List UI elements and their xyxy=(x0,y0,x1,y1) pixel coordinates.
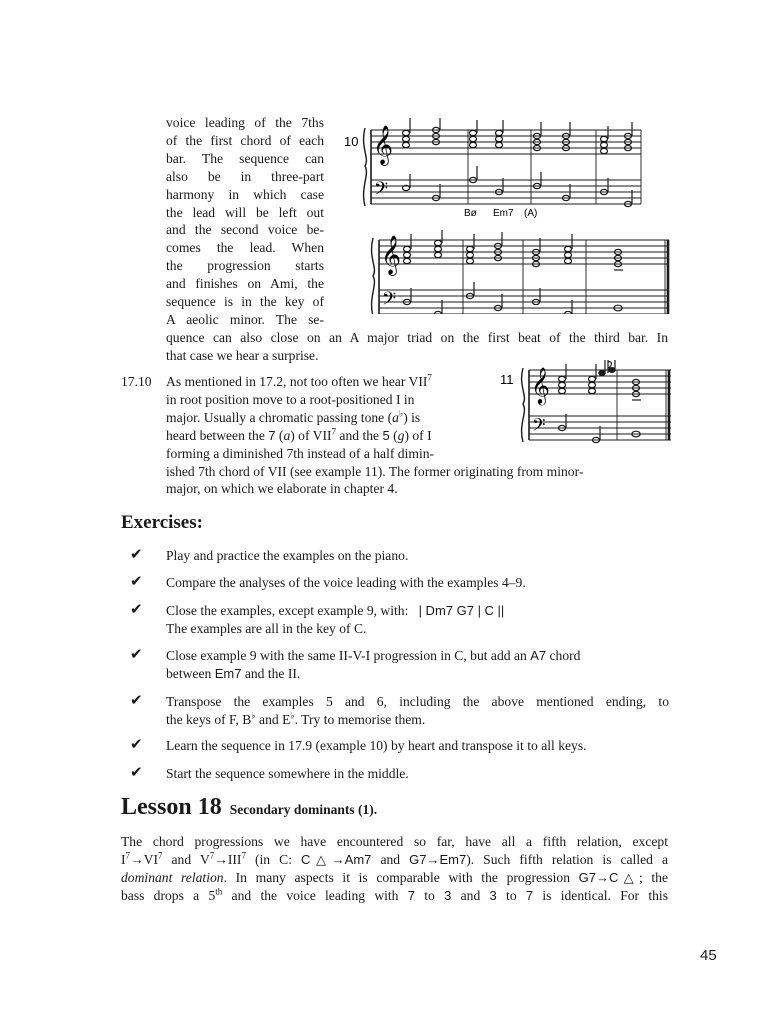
text-span: . Try to memorise them. xyxy=(294,711,426,727)
text-span: and xyxy=(451,887,490,903)
degree-number: 7 xyxy=(268,427,276,443)
checkmark-icon: ✔ xyxy=(130,647,143,663)
degree-number: 7 xyxy=(407,887,415,903)
example-11-notes xyxy=(559,360,642,443)
intro-line: sequence is in the key of xyxy=(166,294,324,310)
text-span: and V xyxy=(162,851,210,867)
text-span: . In many aspects it is comparable with the progression xyxy=(223,869,579,885)
example-10-number: 10 xyxy=(344,134,359,149)
text-line xyxy=(166,665,669,683)
lesson-heading xyxy=(121,794,377,821)
text-line xyxy=(166,427,488,445)
text-span: and E xyxy=(255,711,291,727)
exercise-text: Play and practice the examples on the piano. xyxy=(166,548,409,563)
checkmark-icon: ✔ xyxy=(130,602,143,618)
text-span: ) is xyxy=(403,409,421,425)
checkmark-icon: ✔ xyxy=(130,547,143,563)
text-line: ished 7th chord of VII (see example 11). The former originating from minor- xyxy=(166,463,584,479)
chord-progression: G7→Em7 xyxy=(409,851,467,867)
text-span: As mentioned in 17.2, not too often we hear VII xyxy=(166,374,428,389)
text-span: the keys of F, B xyxy=(166,711,252,727)
flat-sign: ♭ xyxy=(290,710,295,721)
text-span: Close example 9 with the same II-V-I progression in C, but add an xyxy=(166,648,531,663)
text-line: The examples are all in the key of C. xyxy=(166,620,367,636)
checkmark-icon: ✔ xyxy=(130,737,143,753)
text-span: (in C: xyxy=(245,851,302,867)
flat-sign: ♭ xyxy=(251,710,256,721)
intro-line: A aeolic minor. The se- xyxy=(166,311,324,327)
chord-symbol: A7 xyxy=(530,648,547,663)
checkmark-icon: ✔ xyxy=(130,693,143,709)
text-span: and xyxy=(371,851,410,867)
intro-line: the lead will be left out xyxy=(166,204,324,220)
text-span: and the II. xyxy=(241,665,301,681)
text-line: in root position move to a root-positioned I in xyxy=(166,391,415,407)
intro-paragraph xyxy=(166,114,324,329)
exercise-text: Learn the sequence in 17.9 (example 10) by heart and transpose it to all keys. xyxy=(166,738,587,753)
section-17-10-number: 17.10 xyxy=(121,374,152,389)
text-line xyxy=(166,647,669,665)
chord-label-b-half-dim: Bø xyxy=(464,208,477,219)
exercises-heading: Exercises: xyxy=(121,512,203,533)
chord-symbol: Em7 xyxy=(214,665,242,681)
chord-progression: C△→Am7 xyxy=(301,851,372,867)
example-10-score xyxy=(340,118,672,314)
text-span: to xyxy=(496,887,526,903)
intro-line: comes the lead. When xyxy=(166,240,324,256)
text-line: major, on which we elaborate in chapter 4. xyxy=(166,481,398,497)
text-span: major. Usually a chromatic passing tone ( xyxy=(166,409,393,425)
page-number: 45 xyxy=(700,947,717,964)
flat-sign: ♭ xyxy=(398,408,404,419)
lesson-paragraph xyxy=(121,833,668,905)
superscript: 7 xyxy=(241,850,246,861)
text-span: ). Such fifth relation is called a xyxy=(466,851,669,867)
text-span: ( xyxy=(389,427,398,443)
exercise-text: Start the sequence somewhere in the middle. xyxy=(166,766,409,781)
bass-clef-icon: 𝄢 xyxy=(374,179,389,204)
intro-line: and finishes on Ami, the xyxy=(166,276,324,292)
superscript: th xyxy=(215,886,223,897)
intro-line: voice leading of the 7ths xyxy=(166,115,324,130)
text-line xyxy=(166,373,488,391)
intro-line: bar. The sequence can xyxy=(166,150,324,166)
treble-clef-icon: 𝄞 xyxy=(381,235,402,275)
text-span: Close the examples, except example 9, with: xyxy=(166,603,409,618)
intro-line: and the second voice be- xyxy=(166,222,324,238)
text-line: Transpose the examples 5 and 6, including the above mentioned ending, to xyxy=(166,694,669,709)
exercise-text: Compare the analyses of the voice leading with the examples 4–9. xyxy=(166,575,526,590)
text-line: forming a diminished 7th instead of a half dimin- xyxy=(166,445,435,461)
intro-line: harmony in which case xyxy=(166,186,324,202)
checkmark-icon: ✔ xyxy=(130,765,143,781)
superscript: 7 xyxy=(209,850,215,861)
exercise-text xyxy=(166,647,669,682)
chord-label-a: (A) xyxy=(524,208,538,219)
exercise-item xyxy=(121,647,669,683)
example-10-notes-2 xyxy=(404,230,624,314)
intro-cont-line: that case we hear a surprise. xyxy=(166,347,319,363)
text-span: ) of VII xyxy=(290,427,332,443)
superscript: 7 xyxy=(157,850,163,861)
text-span: bass drops a 5 xyxy=(121,887,216,903)
bass-clef-icon: 𝄢 xyxy=(532,415,546,439)
degree-number: 5 xyxy=(382,427,390,443)
italic-note: g xyxy=(397,427,405,443)
exercise-item xyxy=(121,693,669,729)
degree-number: 3 xyxy=(444,887,452,903)
text-line xyxy=(166,409,488,427)
text-span: ) of I xyxy=(404,427,432,443)
exercise-item xyxy=(121,765,669,783)
text-span: I xyxy=(121,851,126,867)
checkmark-icon: ✔ xyxy=(130,574,143,590)
intro-line: the progression starts xyxy=(166,258,324,274)
example-10-notes-1 xyxy=(403,118,633,207)
text-line xyxy=(121,851,668,869)
text-line xyxy=(121,869,668,887)
text-span: and the voice leading with xyxy=(222,887,408,903)
example-11-score xyxy=(496,360,676,448)
italic-term: dominant relation xyxy=(121,869,224,885)
text-span: →VI xyxy=(130,851,158,867)
section-17-10-continuation xyxy=(166,463,668,499)
superscript: 7 xyxy=(427,372,432,383)
degree-number: 3 xyxy=(489,887,497,903)
text-line xyxy=(121,887,668,905)
intro-cont-line: quence can also close on an A major triad on the first beat of the third bar. In xyxy=(166,330,668,345)
intro-line: also be in three-part xyxy=(166,168,324,184)
intro-line: of the first chord of each xyxy=(166,132,324,148)
lesson-number: Lesson 18 xyxy=(121,794,222,820)
exercise-item xyxy=(121,737,669,755)
text-span: between xyxy=(166,665,215,681)
text-span: ( xyxy=(275,427,284,443)
chord-progression: | Dm7 G7 | C || xyxy=(418,603,505,618)
superscript: 7 xyxy=(125,850,131,861)
example-10-system-2 xyxy=(372,238,669,314)
text-line xyxy=(166,602,669,620)
text-line: The chord progressions we have encountered so far, have all a fifth relation, except xyxy=(121,834,668,849)
degree-number: 7 xyxy=(525,887,534,903)
text-span: heard between the xyxy=(166,427,269,443)
exercise-item xyxy=(121,602,669,638)
treble-clef-icon: 𝄞 xyxy=(373,125,394,165)
text-span: to xyxy=(415,887,445,903)
text-span: is identical. For this xyxy=(533,887,668,903)
italic-note: a xyxy=(283,427,291,443)
superscript: 7 xyxy=(331,426,337,437)
chord-progression: G7→C△ xyxy=(578,869,639,885)
text-span: →III xyxy=(214,851,242,867)
treble-clef-icon: 𝄞 xyxy=(531,366,550,404)
lesson-subtitle: Secondary dominants (1). xyxy=(229,802,378,817)
exercise-text xyxy=(166,693,669,728)
italic-note: a xyxy=(392,409,399,425)
text-span: ; the xyxy=(638,869,669,885)
exercise-item xyxy=(121,547,669,565)
section-17-10-paragraph xyxy=(166,373,488,463)
exercise-item xyxy=(121,574,669,592)
bass-clef-icon: 𝄢 xyxy=(382,289,397,314)
example-11-number: 11 xyxy=(500,372,514,387)
text-line xyxy=(166,711,669,729)
text-span: and the xyxy=(336,427,383,443)
exercise-text xyxy=(166,602,669,637)
text-span: chord xyxy=(546,648,581,663)
chord-label-em7: Em7 xyxy=(493,208,514,219)
